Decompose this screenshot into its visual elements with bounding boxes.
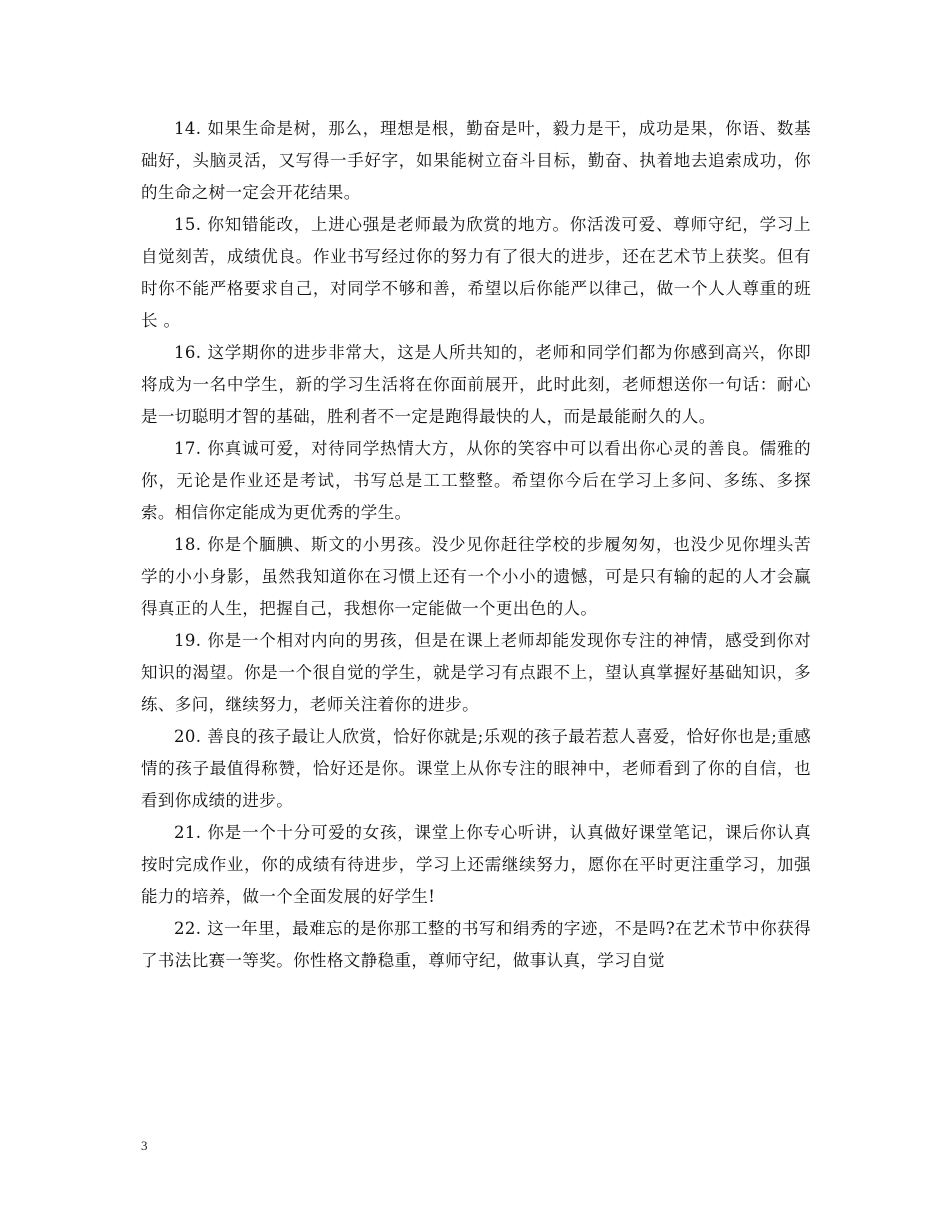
paragraph-17: 17. 你真诚可爱，对待同学热情大方，从你的笑容中可以看出你心灵的善良。儒雅的你，无论是作业还是考试，书写总是工工整整。希望你今后在学习上多问、多练、多探索。相信你定能成为更优秀的学生。 — [141, 439, 811, 522]
paragraph-22: 22. 这一年里，最难忘的是你那工整的书写和绢秀的字迹，不是吗?在艺术节中你获得了书法比赛一等奖。你性格文静稳重，尊师守纪，做事认真，学习自觉 — [141, 919, 811, 970]
paragraph-18: 18. 你是个腼腆、斯文的小男孩。没少见你赶往学校的步履匆匆，也没少见你埋头苦学的小小身影，虽然我知道你在习惯上还有一个小小的遗憾，可是只有输的起的人才会赢得真正的人生，把握自己，我想你一定能做一个更出色的人。 — [141, 535, 811, 618]
paragraph-14: 14. 如果生命是树，那么，理想是根，勤奋是叶，毅力是干，成功是果，你语、数基础好，头脑灵活，又写得一手好字，如果能树立奋斗目标，勤奋、执着地去追索成功，你的生命之树一定会开花结果。 — [141, 119, 811, 202]
document-body — [141, 113, 811, 977]
paragraph-20: 20. 善良的孩子最让人欣赏，恰好你就是;乐观的孩子最若惹人喜爱，恰好你也是;重感情的孩子最值得称赞，恰好还是你。课堂上从你专注的眼神中，老师看到了你的自信，也看到你成绩的进步。 — [141, 727, 811, 810]
paragraph-16: 16. 这学期你的进步非常大，这是人所共知的，老师和同学们都为你感到高兴，你即将成为一名中学生，新的学习生活将在你面前展开，此时此刻，老师想送你一句话：耐心是一切聪明才智的基础，胜利者不一定是跑得最快的人，而是最能耐久的人。 — [141, 343, 811, 426]
paragraph-21: 21. 你是一个十分可爱的女孩，课堂上你专心听讲，认真做好课堂笔记，课后你认真按时完成作业，你的成绩有待进步，学习上还需继续努力，愿你在平时更注重学习，加强能力的培养，做一个全面发展的好学生! — [141, 823, 811, 906]
paragraph-19: 19. 你是一个相对内向的男孩，但是在课上老师却能发现你专注的神情，感受到你对知识的渴望。你是一个很自觉的学生，就是学习有点跟不上，望认真掌握好基础知识，多练、多问，继续努力，老师关注着你的进步。 — [141, 631, 811, 714]
page-number: 3 — [141, 1138, 148, 1153]
paragraph-15: 15. 你知错能改，上进心强是老师最为欣赏的地方。你活泼可爱、尊师守纪，学习上自觉刻苦，成绩优良。作业书写经过你的努力有了很大的进步，还在艺术节上获奖。但有时你不能严格要求自己，对同学不够和善，希望以后你能严以律己，做一个人人尊重的班长 。 — [141, 215, 811, 330]
